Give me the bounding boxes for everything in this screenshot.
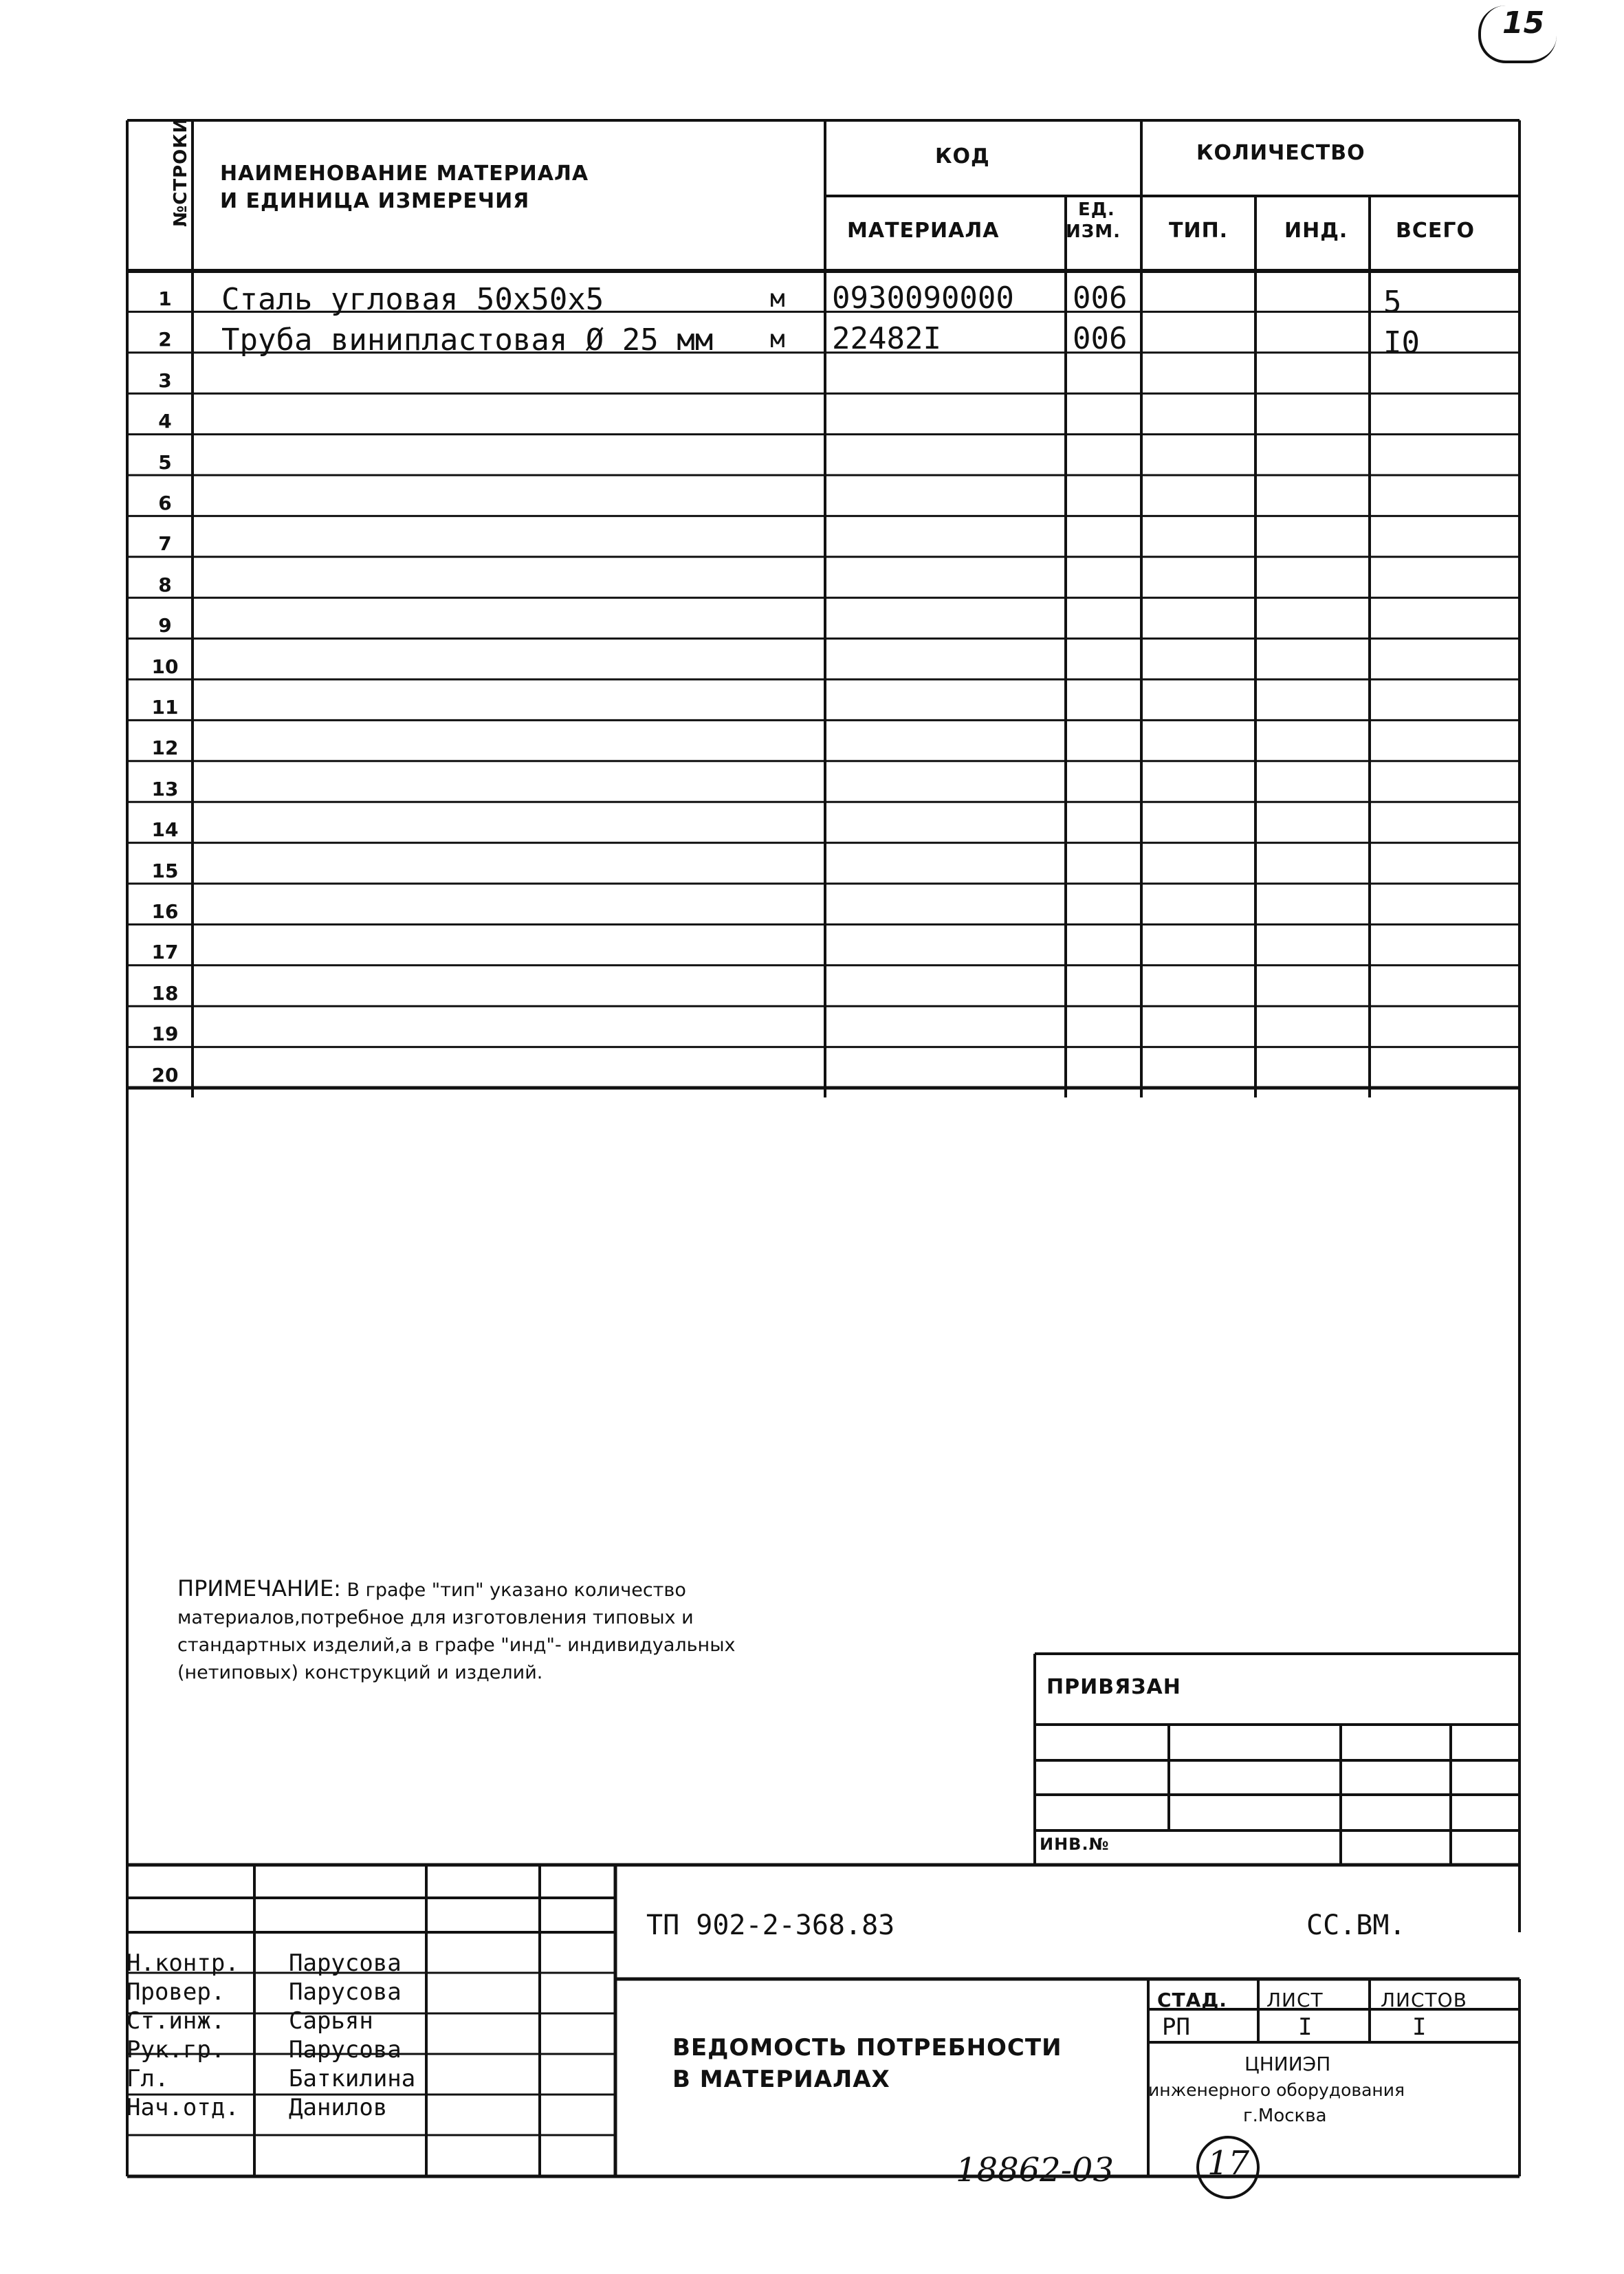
header-row-number: №СТРОКИ <box>171 117 191 227</box>
header-code-material: МАТЕРИАЛА <box>847 219 1000 243</box>
sheets-label: ЛИСТОВ <box>1381 1989 1467 2011</box>
row-number: 14 <box>151 818 179 842</box>
row-number: 7 <box>158 532 172 556</box>
note-text: В графе "тип" указано количество материалов,потребное для изготовления типовых и стандартных изделий,а в графе "инд"- индивидуальных (нетиповых) конструкций и изделий. <box>177 1579 736 1683</box>
row-number: 12 <box>151 736 179 760</box>
org-line1: ЦНИИЭП <box>1244 2053 1331 2075</box>
header-unit-line2: ИЗМ. <box>1066 221 1121 242</box>
inv-number-label: ИНВ.№ <box>1040 1835 1110 1854</box>
header-quantity: КОЛИЧЕСТВО <box>1196 141 1365 165</box>
signature-name: Данилов <box>289 2094 388 2121</box>
row-number: 4 <box>158 410 172 433</box>
header-qty-ind: ИНД. <box>1284 219 1348 243</box>
row-number: 13 <box>151 777 179 800</box>
signature-name: Парусова <box>289 1978 402 2006</box>
row-number: 1 <box>158 287 172 310</box>
doc-number: ТП 902-2-368.83 <box>646 1910 895 1941</box>
row-number: 5 <box>158 450 172 474</box>
note-label: ПРИМЕЧАНИЕ: <box>177 1575 341 1601</box>
row-material-unit: м <box>770 285 785 313</box>
row-number: 17 <box>151 941 179 964</box>
org-line3: г.Москва <box>1243 2106 1327 2126</box>
signature-role: Н.контр. <box>127 1949 239 1977</box>
row-number: 15 <box>151 859 179 882</box>
corner-page-number-text: 15 <box>1502 6 1545 41</box>
row-number: 6 <box>158 492 172 514</box>
signature-name: Баткилина <box>289 2065 416 2092</box>
row-qty-total: 5 <box>1383 285 1402 320</box>
row-number: 20 <box>151 1063 179 1086</box>
attached-title: ПРИВЯЗАН <box>1046 1675 1181 1699</box>
row-material-code: 0930090000 <box>832 281 1014 316</box>
row-number: 2 <box>158 328 172 351</box>
row-number: 3 <box>158 369 172 392</box>
archive-number: 18862-03 <box>956 2151 1114 2189</box>
sheet-value: I <box>1298 2013 1313 2041</box>
header-qty-total: ВСЕГО <box>1396 219 1475 243</box>
header-name-line2: И ЕДИНИЦА ИЗМЕРЕЧИЯ <box>220 189 530 213</box>
signature-name: Парусова <box>289 2036 402 2064</box>
row-number: 19 <box>151 1023 179 1046</box>
header-qty-typ: ТИП. <box>1169 219 1229 243</box>
stage-value: РП <box>1162 2013 1190 2041</box>
sheet-label: ЛИСТ <box>1266 1989 1324 2011</box>
signature-role: Провер. <box>127 1978 226 2006</box>
stage-label: СТАД. <box>1157 1989 1227 2011</box>
row-number: 16 <box>151 900 179 923</box>
signature-role: Гл. <box>127 2065 169 2092</box>
org-line2: инженерного оборудования <box>1148 2080 1405 2100</box>
doc-code: СС.ВМ. <box>1306 1910 1406 1941</box>
row-unit-code: 006 <box>1073 321 1128 357</box>
row-material-code: 22482I <box>832 321 941 357</box>
sheets-value: I <box>1412 2013 1427 2041</box>
signature-role: Нач.отд. <box>127 2094 239 2121</box>
row-material-name: Сталь угловая 50х50х5 <box>221 282 604 317</box>
signature-name: Сарьян <box>289 2007 373 2035</box>
header-code: КОД <box>935 144 990 168</box>
doc-title-line1: ВЕДОМОСТЬ ПОТРЕБНОСТИ <box>672 2034 1062 2062</box>
signature-role: Рук.гр. <box>127 2036 226 2064</box>
row-number: 9 <box>158 614 172 637</box>
note-block <box>177 1575 741 1687</box>
doc-title-line2: В МАТЕРИАЛАХ <box>672 2066 890 2093</box>
row-number: 18 <box>151 981 179 1005</box>
signature-name: Парусова <box>289 1949 402 1977</box>
page-number: 17 <box>1207 2144 1250 2183</box>
header-name-line1: НАИМЕНОВАНИЕ МАТЕРИАЛА <box>220 162 589 186</box>
row-number: 8 <box>158 573 172 596</box>
signature-role: Ст.инж. <box>127 2007 226 2035</box>
header-unit-line1: ЕД. <box>1078 199 1115 220</box>
row-material-unit: м <box>770 325 785 354</box>
row-number: 10 <box>151 655 179 678</box>
row-material-name: Труба винипластовая Ø 25 мм <box>221 322 714 358</box>
row-number: 11 <box>151 696 179 719</box>
row-qty-total: I0 <box>1383 325 1420 361</box>
row-unit-code: 006 <box>1073 281 1128 316</box>
